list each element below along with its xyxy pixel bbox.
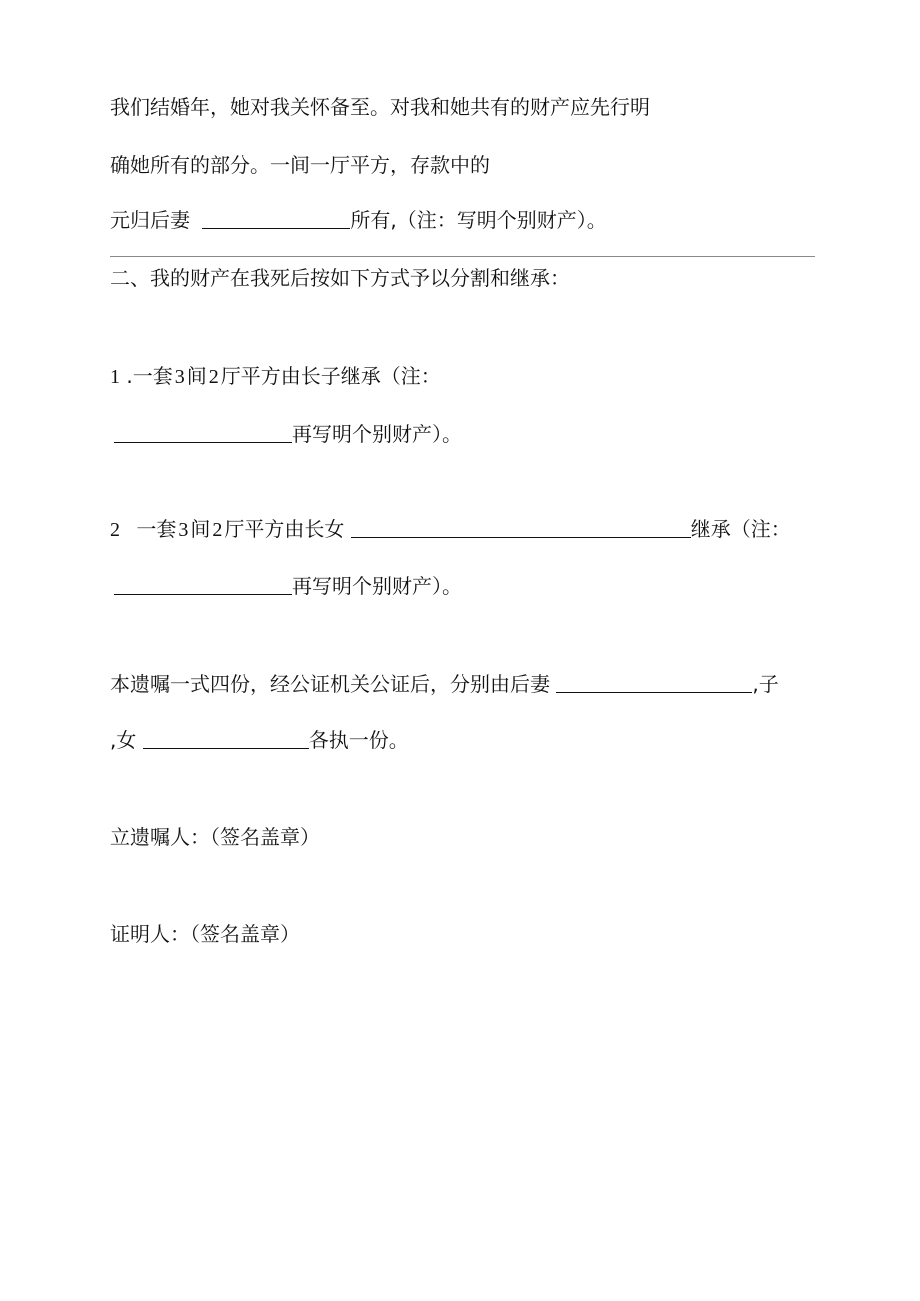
- item1-note-blank[interactable]: [114, 422, 292, 443]
- section2-heading: [110, 265, 570, 291]
- item1-text-c: 厅平方由长子继承（注：: [220, 364, 441, 388]
- item2-line2: [114, 573, 462, 599]
- copies-line1-text: 本遗嘱一式四份，经公证机关公证后，分别由后妻: [110, 672, 550, 696]
- section-divider: [110, 256, 815, 257]
- para1-line3: [110, 207, 607, 233]
- item1-text-a: .一套: [126, 364, 173, 388]
- item2-text-d: 继承（注：: [690, 517, 791, 541]
- item1-number: 1: [110, 366, 120, 388]
- item1-line2-text: 再写明个别财产）。: [292, 422, 462, 446]
- copies-line1: [110, 671, 779, 697]
- witness-signature-line: [110, 921, 300, 947]
- para1-line3-start: 元归后妻: [110, 208, 190, 232]
- item1-rooms: 3: [174, 366, 185, 388]
- second-wife-copy-blank[interactable]: [556, 672, 752, 693]
- item1-line1: [110, 363, 441, 390]
- copies-line1-end: ,子: [752, 672, 779, 696]
- item2-text-c: 厅平方由长女: [224, 517, 345, 541]
- item2-text-a: 一套: [136, 517, 177, 541]
- item2-note-blank[interactable]: [114, 574, 292, 595]
- para1-line3-end: 所有,（注：写明个别财产）。: [350, 208, 607, 232]
- item2-line2-text: 再写明个别财产）。: [292, 574, 462, 598]
- para1-line1: [110, 94, 650, 120]
- children-copy-blank[interactable]: [143, 728, 309, 749]
- para1-line1-text: 我们结婚年，她对我关怀备至。对我和她共有的财产应先行明: [110, 95, 650, 119]
- copies-line2: [110, 727, 409, 753]
- item2-number: 2: [110, 519, 120, 541]
- eldest-daughter-name-blank[interactable]: [351, 517, 691, 538]
- testator-signature-line: [110, 824, 320, 850]
- witness-label: 证明人：（签名盖章）: [110, 922, 300, 946]
- item2-text-b: 间: [190, 517, 211, 541]
- item1-halls: 2: [208, 366, 219, 388]
- item2-line1: [110, 516, 791, 543]
- copies-line2-start: ,女: [110, 728, 137, 752]
- item1-line2: [114, 421, 462, 447]
- item2-halls: 2: [212, 519, 223, 541]
- item2-rooms: 3: [178, 519, 189, 541]
- para1-line2: [110, 152, 490, 178]
- para1-line2-text: 确她所有的部分。一间一厅平方，存款中的: [110, 153, 490, 177]
- section2-heading-text: 二、我的财产在我死后按如下方式予以分割和继承：: [110, 266, 570, 290]
- copies-line2-end: 各执一份。: [308, 728, 409, 752]
- testator-label: 立遗嘱人：（签名盖章）: [110, 825, 320, 849]
- second-wife-name-blank[interactable]: [202, 208, 350, 229]
- item1-text-b: 间: [186, 364, 207, 388]
